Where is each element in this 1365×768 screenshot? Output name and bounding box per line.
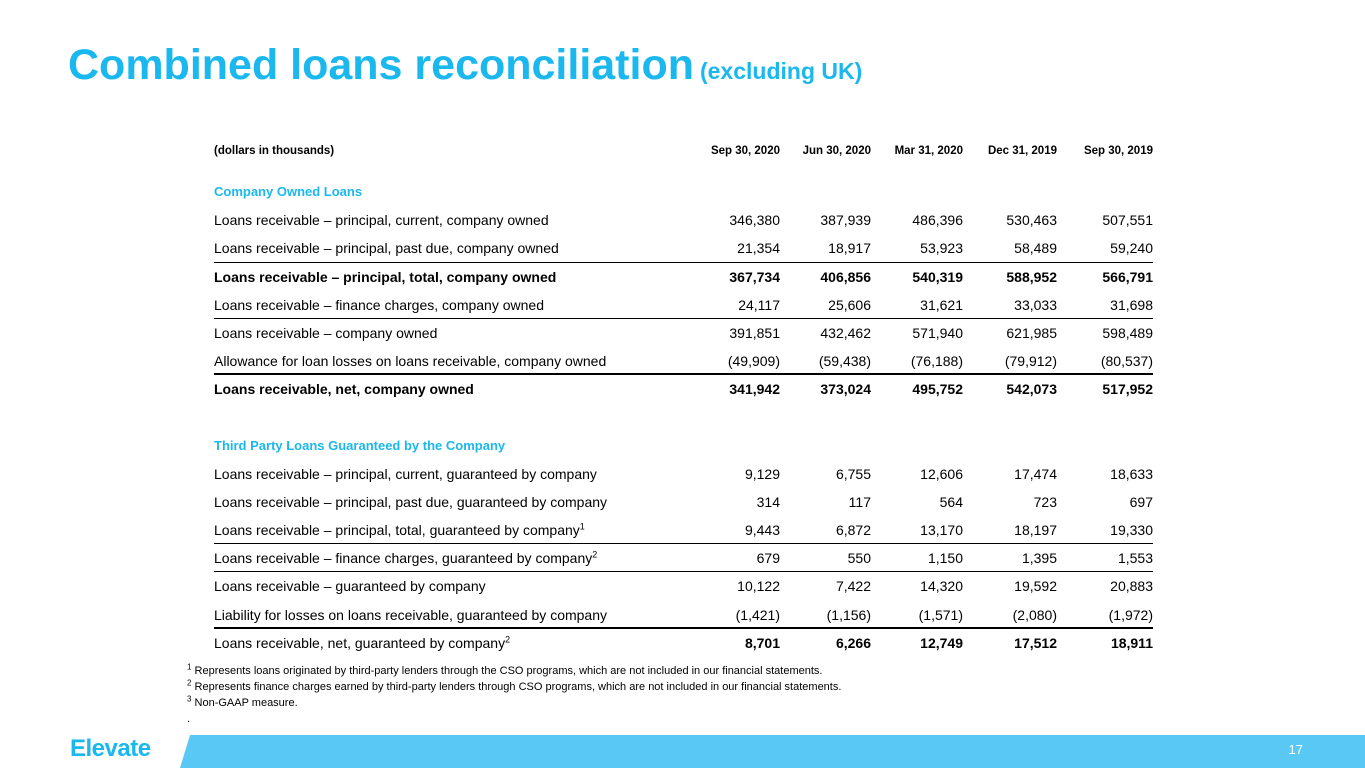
value-cell: 517,952 — [1102, 381, 1153, 398]
value-cell: 12,606 — [920, 465, 963, 482]
footnote — [187, 679, 841, 695]
section-heading: Third Party Loans Guaranteed by the Company — [214, 437, 506, 453]
footer-bar — [180, 735, 1365, 768]
value-cell: 17,512 — [1014, 634, 1057, 651]
value-cell: 20,883 — [1110, 578, 1153, 595]
value-cell: 58,489 — [1014, 240, 1057, 257]
company-owned-rows — [214, 206, 1153, 403]
value-cell: 373,024 — [820, 381, 871, 398]
period-header: Dec 31, 2019 — [987, 145, 1057, 157]
row-label: Loans receivable, net, guaranteed by company$^2$ — [214, 634, 511, 651]
value-cell: (1,421) — [735, 606, 780, 623]
period-header: Sep 30, 2019 — [1083, 145, 1153, 157]
value-cell: 18,917 — [828, 240, 871, 257]
table-row — [214, 516, 1153, 544]
value-cell: 8,701 — [744, 634, 780, 651]
value-cell: 367,734 — [729, 268, 780, 285]
value-cell: (1,972) — [1108, 606, 1153, 623]
units-label: (dollars in thousands) — [214, 145, 335, 157]
footnote — [187, 711, 841, 727]
value-cell: 550 — [847, 550, 871, 567]
period-header: Mar 31, 2020 — [894, 145, 963, 157]
table-row — [214, 291, 1153, 319]
value-cell: 19,592 — [1014, 578, 1057, 595]
footnotes — [187, 663, 841, 727]
footnote-mark: 2 — [187, 678, 192, 688]
footnote — [187, 663, 841, 679]
value-cell: 406,856 — [820, 268, 871, 285]
footnote-text: Represents finance charges earned by third-party lenders through CSO programs, which are not included in our financial statements. — [194, 681, 842, 693]
value-cell: 1,150 — [927, 550, 963, 567]
table-row — [214, 319, 1153, 347]
page-number: 17 — [1288, 742, 1303, 757]
row-label: Loans receivable – principal, past due, company owned — [214, 240, 559, 257]
table-row — [214, 347, 1153, 375]
value-cell: 18,911 — [1110, 634, 1153, 651]
table-row — [214, 544, 1153, 572]
page-title — [68, 41, 863, 89]
value-cell: 33,033 — [1014, 296, 1057, 313]
reconciliation-table — [214, 138, 1153, 657]
value-cell: (1,571) — [918, 606, 963, 623]
row-label: Loans receivable – principal, past due, guaranteed by company — [214, 493, 608, 510]
period-header: Sep 30, 2020 — [710, 145, 780, 157]
row-label: Loans receivable – principal, total, guaranteed by company$^1$ — [214, 521, 585, 539]
value-cell: (76,188) — [910, 353, 963, 370]
footnote-text: . — [187, 713, 191, 725]
footnote-mark: 1 — [187, 662, 192, 672]
value-cell: 19,330 — [1110, 522, 1153, 539]
value-cell: 564 — [939, 493, 963, 510]
value-cell: 566,791 — [1102, 268, 1153, 285]
table-row — [214, 375, 1153, 403]
third-party-rows — [214, 460, 1153, 657]
value-cell: 314 — [756, 493, 780, 510]
value-cell: 31,698 — [1110, 296, 1153, 313]
value-cell: 1,395 — [1021, 550, 1057, 567]
value-cell: 697 — [1129, 493, 1153, 510]
row-label: Loans receivable – finance charges, company owned — [214, 296, 544, 313]
value-cell: 21,354 — [737, 240, 780, 257]
row-label: Allowance for loan losses on loans receivable, company owned — [214, 353, 607, 370]
value-cell: 621,985 — [1006, 324, 1057, 341]
row-label: Loans receivable – guaranteed by company — [214, 578, 486, 595]
value-cell: 17,474 — [1014, 465, 1057, 482]
footnote-text: Non-GAAP measure. — [194, 697, 298, 709]
value-cell: 723 — [1033, 493, 1057, 510]
value-cell: (59,438) — [818, 353, 871, 370]
value-cell: (2,080) — [1012, 606, 1057, 623]
value-cell: 391,851 — [729, 324, 780, 341]
table-row — [214, 206, 1153, 234]
value-cell: 588,952 — [1006, 268, 1057, 285]
value-cell: 540,319 — [912, 268, 963, 285]
table-row — [214, 234, 1153, 262]
value-cell: 486,396 — [912, 212, 963, 229]
value-cell: 6,872 — [835, 522, 871, 539]
value-cell: 598,489 — [1102, 324, 1153, 341]
footnote-text: Represents loans originated by third-party lenders through the CSO programs, which are not included in our financial statements. — [194, 665, 823, 677]
value-cell: (49,909) — [727, 353, 780, 370]
row-label: Loans receivable – principal, total, company owned — [214, 268, 557, 285]
value-cell: 59,240 — [1110, 240, 1153, 257]
value-cell: 341,942 — [729, 381, 780, 398]
period-header: Jun 30, 2020 — [802, 145, 871, 157]
row-label: Loans receivable, net, company owned — [214, 381, 474, 398]
value-cell: 679 — [756, 550, 780, 567]
value-cell: 24,117 — [738, 296, 780, 313]
table-row — [214, 263, 1153, 291]
row-label: Liability for losses on loans receivable, guaranteed by company — [214, 606, 608, 623]
value-cell: 6,266 — [835, 634, 871, 651]
row-label: Loans receivable – principal, current, guaranteed by company — [214, 465, 597, 482]
title-main: Combined loans reconciliation — [68, 41, 694, 89]
footnote-ref: 1 — [579, 521, 585, 532]
value-cell: 117 — [848, 493, 871, 510]
value-cell: (80,537) — [1100, 353, 1153, 370]
table-row — [214, 601, 1153, 629]
table-row — [214, 629, 1153, 657]
table-row — [214, 572, 1153, 600]
value-cell: 495,752 — [912, 381, 963, 398]
footnote — [187, 695, 841, 711]
footnote-mark: 3 — [187, 694, 192, 704]
value-cell: 507,551 — [1102, 212, 1153, 229]
value-cell: 7,422 — [835, 578, 871, 595]
value-cell: 13,170 — [920, 522, 963, 539]
value-cell: 9,443 — [744, 522, 780, 539]
row-label: Loans receivable – principal, current, company owned — [214, 212, 549, 229]
value-cell: 14,320 — [920, 578, 963, 595]
value-cell: (1,156) — [826, 606, 871, 623]
footnote-ref: 2 — [505, 634, 511, 645]
value-cell: 25,606 — [828, 296, 871, 313]
value-cell: 18,633 — [1110, 465, 1153, 482]
table-row — [214, 488, 1153, 516]
value-cell: 432,462 — [820, 324, 871, 341]
value-cell: 542,073 — [1006, 381, 1057, 398]
value-cell: 18,197 — [1014, 522, 1057, 539]
value-cell: 571,940 — [912, 324, 963, 341]
title-subtitle: (excluding UK) — [699, 58, 863, 84]
row-label: Loans receivable – finance charges, guaranteed by company$^2$ — [214, 549, 598, 567]
value-cell: 1,553 — [1117, 550, 1153, 567]
value-cell: 12,749 — [920, 634, 963, 651]
value-cell: 31,621 — [920, 296, 963, 313]
section-heading: Company Owned Loans — [214, 184, 363, 199]
value-cell: 9,129 — [744, 465, 780, 482]
row-label: Loans receivable – company owned — [214, 324, 438, 341]
value-cell: 10,122 — [737, 578, 780, 595]
elevate-logo: Elevate — [70, 735, 151, 762]
value-cell: 530,463 — [1006, 212, 1057, 229]
table-header-row — [214, 138, 1153, 164]
value-cell: (79,912) — [1004, 353, 1057, 370]
value-cell: 6,755 — [835, 465, 871, 482]
table-row — [214, 460, 1153, 488]
value-cell: 387,939 — [820, 212, 871, 229]
value-cell: 346,380 — [729, 212, 780, 229]
footnote-ref: 2 — [592, 549, 598, 560]
value-cell: 53,923 — [920, 240, 963, 257]
